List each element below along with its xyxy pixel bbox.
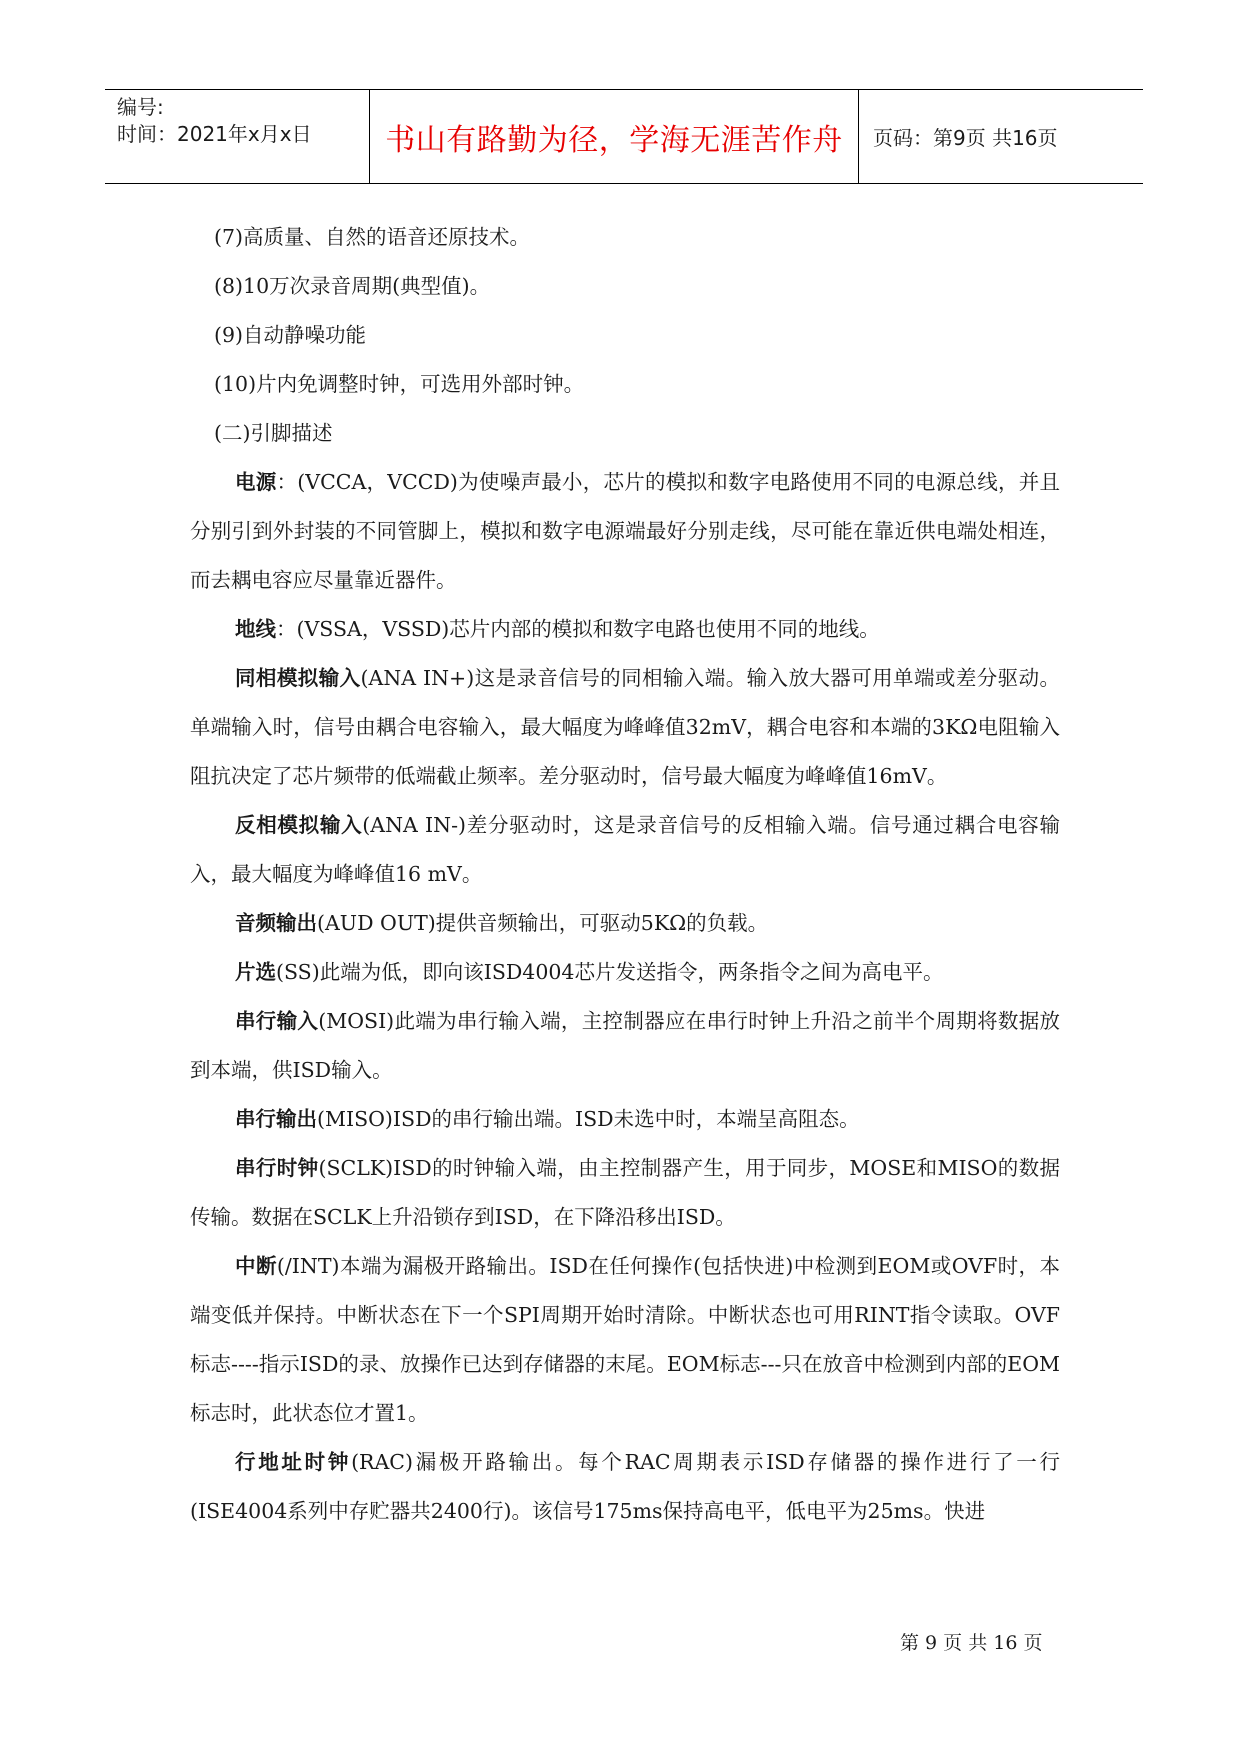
pin-term: 反相模拟输入 xyxy=(235,813,363,837)
pin-term: 串行输出 xyxy=(235,1107,317,1131)
pin-term: 中断 xyxy=(235,1254,277,1278)
pin-term: 行地址时钟 xyxy=(235,1450,352,1474)
pin-description: ：(VCCA，VCCD)为使噪声最小，芯片的模拟和数字电路使用不同的电源总线，并且分别引到外封装的不同管脚上，模拟和数字电源端最好分别走线，尽可能在靠近供电端处相连，而去耦电容应尽量靠近器件。 xyxy=(190,470,1060,592)
serial-label: 编号: xyxy=(117,95,164,119)
pin-description: (MOSI)此端为串行输入端，主控制器应在串行时钟上升沿之前半个周期将数据放到本端，供ISD输入。 xyxy=(190,1009,1060,1082)
pin-paragraph xyxy=(190,997,1060,1095)
pin-term: 串行时钟 xyxy=(235,1156,319,1180)
pin-term: 电源 xyxy=(235,470,277,494)
pin-paragraph xyxy=(190,458,1060,605)
page-label: 页码：第9页 共16页 xyxy=(873,126,1058,150)
pin-term: 音频输出 xyxy=(235,911,317,935)
pin-description: (RAC)漏极开路输出。每个RAC周期表示ISD存储器的操作进行了一行(ISE4004系列中存贮器共2400行)。该信号175ms保持高电平，低电平为25ms。快进 xyxy=(190,1450,1061,1523)
pin-description: (ANA IN-)差分驱动时，这是录音信号的反相输入端。信号通过耦合电容输入，最大幅度为峰峰值16 mV。 xyxy=(190,813,1060,886)
pin-paragraph xyxy=(190,948,1060,997)
pin-paragraph xyxy=(190,1144,1060,1242)
pin-description: (ANA IN+)这是录音信号的同相输入端。输入放大器可用单端或差分驱动。单端输入时，信号由耦合电容输入，最大幅度为峰峰值32mV，耦合电容和本端的3KΩ电阻输入阻抗决定了芯片频带的低端截止频率。差分驱动时，信号最大幅度为峰峰值16mV。 xyxy=(190,666,1060,788)
pin-paragraph xyxy=(190,1095,1060,1144)
page-header xyxy=(105,89,1143,184)
list-item: (9)自动静噪功能 xyxy=(214,323,367,347)
pin-paragraph xyxy=(190,654,1060,801)
pin-description: ：(VSSA，VSSD)芯片内部的模拟和数字电路也使用不同的地线。 xyxy=(276,617,880,641)
pin-term: 同相模拟输入 xyxy=(235,666,361,690)
pin-paragraph xyxy=(190,801,1060,899)
header-motto-cell xyxy=(370,90,859,183)
pin-term: 片选 xyxy=(235,960,276,984)
pin-description: (MISO)ISD的串行输出端。ISD未选中时，本端呈高阻态。 xyxy=(317,1107,860,1131)
section-heading: (二)引脚描述 xyxy=(214,421,333,445)
page-footer: 第 9 页 共 16 页 xyxy=(900,1632,1043,1654)
pin-term: 地线 xyxy=(235,617,276,641)
list-item: (10)片内免调整时钟，可选用外部时钟。 xyxy=(214,372,585,396)
header-meta-cell xyxy=(105,90,370,183)
pin-paragraph xyxy=(190,605,1060,654)
pin-paragraph xyxy=(190,1242,1060,1438)
pin-description: (SS)此端为低，即向该ISD4004芯片发送指令，两条指令之间为高电平。 xyxy=(276,960,944,984)
list-item: (7)高质量、自然的语音还原技术。 xyxy=(214,225,531,249)
pin-paragraph xyxy=(190,899,1060,948)
document-body xyxy=(190,213,1060,1536)
header-page-cell xyxy=(859,90,1143,183)
motto: 书山有路勤为径，学海无涯苦作舟 xyxy=(385,122,843,158)
pin-description: (/INT)本端为漏极开路输出。ISD在任何操作(包括快进)中检测到EOM或OVF时，本端变低并保持。中断状态在下一个SPI周期开始时清除。中断状态也可用RINT指令读取。OVF标志----指示ISD的录、放操作已达到存储器的末尾。EOM标志---只在放音中检测到内部的EOM标志时，此状态位才置1。 xyxy=(190,1254,1061,1425)
pin-term: 串行输入 xyxy=(235,1009,319,1033)
list-item: (8)10万次录音周期(典型值)。 xyxy=(214,274,491,298)
pin-description: (AUD OUT)提供音频输出，可驱动5KΩ的负载。 xyxy=(317,911,769,935)
pin-paragraph xyxy=(190,1438,1060,1536)
time-label: 时间：2021年x月x日 xyxy=(117,122,312,146)
pin-description: (SCLK)ISD的时钟输入端，由主控制器产生，用于同步，MOSE和MISO的数据传输。数据在SCLK上升沿锁存到ISD，在下降沿移出ISD。 xyxy=(190,1156,1060,1229)
